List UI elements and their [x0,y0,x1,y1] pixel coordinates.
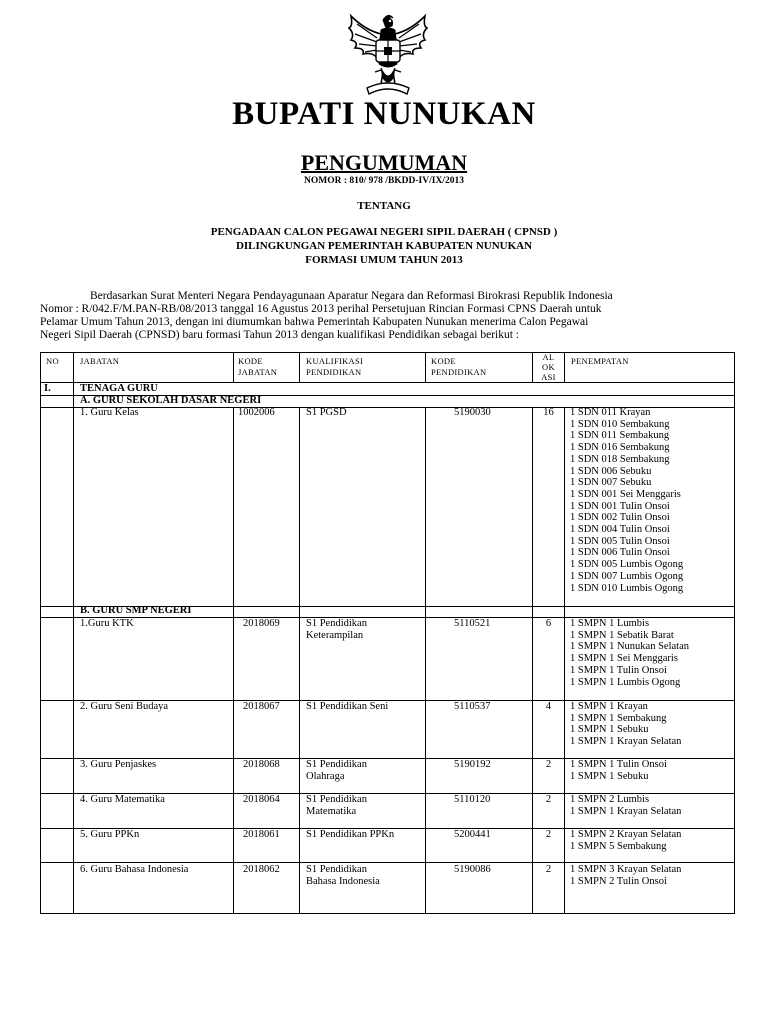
penempatan-item: 1 SDN 004 Tulin Onsoi [570,524,670,536]
header-no: NO [46,356,59,366]
header-text: KODE [431,356,456,366]
header-text: PENDIDIKAN [431,367,487,377]
header-text: KUALIFIKASI [306,356,364,366]
penempatan-cell [570,829,681,852]
header-penempatan: PENEMPATAN [571,356,629,366]
alokasi-cell: 16 [543,407,554,418]
header-alokasi [533,352,564,382]
kualifikasi-cell [306,759,367,782]
penempatan-item: 1 SDN 005 Tulin Onsoi [570,535,670,547]
penempatan-cell [570,759,667,782]
penempatan-cell [570,794,681,817]
penempatan-cell [570,407,683,594]
penempatan-item: 1 SDN 001 Sei Menggaris [570,488,681,500]
alokasi-cell: 2 [545,829,552,840]
kualifikasi-cell: S1 PGSD [306,407,347,418]
subject-line: FORMASI UMUM TAHUN 2013 [305,254,463,266]
alokasi-cell: 6 [545,618,552,629]
kode-jabatan-cell: 1002006 [238,407,275,418]
penempatan-item: 1 SMPN 1 Tulin Onsoi [570,664,667,676]
penempatan-item: 1 SDN 006 Sebuku [570,465,652,477]
kode-pendidikan-cell: 5110120 [454,794,491,805]
penempatan-item: 1 SDN 002 Tulin Onsoi [570,512,670,524]
kode-jabatan-cell: 2018068 [243,759,280,770]
alokasi-cell: 4 [545,701,552,712]
kode-jabatan-cell: 2018069 [243,618,280,629]
penempatan-item: 1 SMPN 5 Sembakung [570,840,667,852]
penempatan-item: 1 SDN 001 Tulin Onsoi [570,500,670,512]
penempatan-item: 1 SMPN 1 Krayan [570,701,648,712]
intro-line: Berdasarkan Surat Menteri Negara Pendayagunaan Aparatur Negara dan Reformasi Birokrasi Republik Indonesia [90,290,613,302]
penempatan-cell [570,864,681,887]
penempatan-item: 1 SDN 005 Lumbis Ogong [570,559,684,571]
jabatan-cell: 1.Guru KTK [80,618,134,629]
header-kode-pendidikan [431,356,486,378]
penempatan-item: 1 SMPN 1 Sembakung [570,712,667,724]
alokasi-cell: 2 [545,794,552,805]
penempatan-item: 1 SMPN 2 Krayan Selatan [570,829,682,840]
kode-pendidikan-cell: 5190030 [454,407,491,418]
kode-pendidikan-cell: 5110521 [454,618,491,629]
group-title: B. GURU SMP NEGERI [80,605,192,616]
penempatan-item: 1 SMPN 1 Sebuku [570,724,649,736]
kode-jabatan-cell: 2018061 [243,829,280,840]
document-type: PENGUMUMAN [300,150,468,175]
penempatan-item: 1 SMPN 3 Krayan Selatan [570,864,682,875]
header-kode-jabatan [238,356,277,378]
header-text: ASI [541,372,556,382]
penempatan-item: 1 SMPN 1 Lumbis [570,618,650,629]
penempatan-item: 1 SMPN 2 Tulin Onsoi [570,875,667,887]
penempatan-cell [570,701,681,748]
kualifikasi-line: Matematika [306,805,357,817]
header-text: KODE [238,356,263,366]
jabatan-cell: 4. Guru Matematika [80,794,165,805]
kualifikasi-cell: S1 Pendidikan Seni [306,701,389,712]
jabatan-cell: 5. Guru PPKn [80,829,140,840]
alokasi-cell: 2 [545,759,552,770]
penempatan-item: 1 SMPN 1 Tulin Onsoi [570,759,667,770]
section-title: TENAGA GURU [80,383,158,394]
penempatan-item: 1 SDN 011 Sembakung [570,430,670,442]
header-jabatan: JABATAN [80,356,120,366]
kualifikasi-line: S1 Pendidikan [306,794,367,805]
kode-pendidikan-cell: 5190086 [454,864,491,875]
penempatan-item: 1 SDN 010 Lumbis Ogong [570,582,684,594]
kualifikasi-line: Keterampilan [306,629,364,641]
intro-line: Pelamar Umum Tahun 2013, dengan ini diumumkan bahwa Pemerintah Kabupaten Nunukan menerima Calon Pegawai [40,316,589,328]
header-text: JABATAN [238,367,278,377]
jabatan-cell: 2. Guru Seni Budaya [80,701,169,712]
kualifikasi-line: Olahraga [306,770,345,782]
alokasi-cell: 2 [545,864,552,875]
intro-line: Negeri Sipil Daerah (CPNSD) baru formasi Tahun 2013 dengan kualifikasi Pendidikan sebagai berikut : [40,329,520,341]
penempatan-item: 1 SMPN 1 Krayan Selatan [570,805,682,817]
penempatan-item: 1 SDN 011 Krayan [570,407,651,418]
penempatan-cell [570,618,689,688]
penempatan-item: 1 SDN 007 Sebuku [570,477,652,489]
header-text: AL [542,352,555,362]
header-kualifikasi [306,356,363,378]
group-title: A. GURU SEKOLAH DASAR NEGERI [80,395,262,406]
jabatan-cell: 1. Guru Kelas [80,407,139,418]
penempatan-item: 1 SMPN 1 Nunukan Selatan [570,641,689,653]
subject-line: DILINGKUNGAN PEMERINTAH KABUPATEN NUNUKAN [235,240,533,252]
kode-jabatan-cell: 2018064 [243,794,280,805]
kode-jabatan-cell: 2018062 [243,864,280,875]
penempatan-item: 1 SDN 006 Tulin Onsoi [570,547,670,559]
header-text: OK [542,362,555,372]
kualifikasi-line: S1 Pendidikan [306,864,367,875]
kualifikasi-cell: S1 Pendidikan PPKn [306,829,395,840]
jabatan-cell: 6. Guru Bahasa Indonesia [80,864,189,875]
jabatan-cell: 3. Guru Penjaskes [80,759,157,770]
penempatan-item: 1 SMPN 1 Lumbis Ogong [570,676,681,688]
kode-pendidikan-cell: 5110537 [454,701,491,712]
penempatan-item: 1 SMPN 1 Sei Menggaris [570,653,678,665]
kualifikasi-line: S1 Pendidikan [306,759,367,770]
penempatan-item: 1 SDN 016 Sembakung [570,442,670,454]
tentang-label: TENTANG [357,200,411,212]
kualifikasi-line: Bahasa Indonesia [306,875,380,887]
penempatan-item: 1 SMPN 1 Krayan Selatan [570,736,682,748]
penempatan-item: 1 SMPN 2 Lumbis [570,794,650,805]
intro-line: Nomor : R/042.F/M.PAN-RB/08/2013 tanggal 16 Agustus 2013 perihal Persetujuan Rincian Formasi CPNS Daerah untuk [40,303,602,315]
kualifikasi-cell [306,794,367,817]
kualifikasi-line: S1 Pendidikan [306,618,367,629]
penempatan-item: 1 SDN 010 Sembakung [570,418,670,430]
header-text: PENDIDIKAN [306,367,362,377]
subject-line: PENGADAAN CALON PEGAWAI NEGERI SIPIL DAERAH ( CPNSD ) [210,226,558,238]
kode-jabatan-cell: 2018067 [243,701,280,712]
penempatan-item: 1 SDN 007 Lumbis Ogong [570,570,684,582]
section-number: I. [44,383,51,394]
kode-pendidikan-cell: 5190192 [454,759,491,770]
kode-pendidikan-cell: 5200441 [454,829,491,840]
kualifikasi-cell [306,864,380,887]
kualifikasi-cell [306,618,367,641]
penempatan-item: 1 SMPN 1 Sebuku [570,770,649,782]
penempatan-item: 1 SDN 018 Sembakung [570,453,670,465]
page-title: BUPATI NUNUKAN [232,96,536,132]
document-number: NOMOR : 810/ 978 /BKDD-IV/IX/2013 [304,176,464,186]
penempatan-item: 1 SMPN 1 Sebatik Barat [570,629,674,641]
